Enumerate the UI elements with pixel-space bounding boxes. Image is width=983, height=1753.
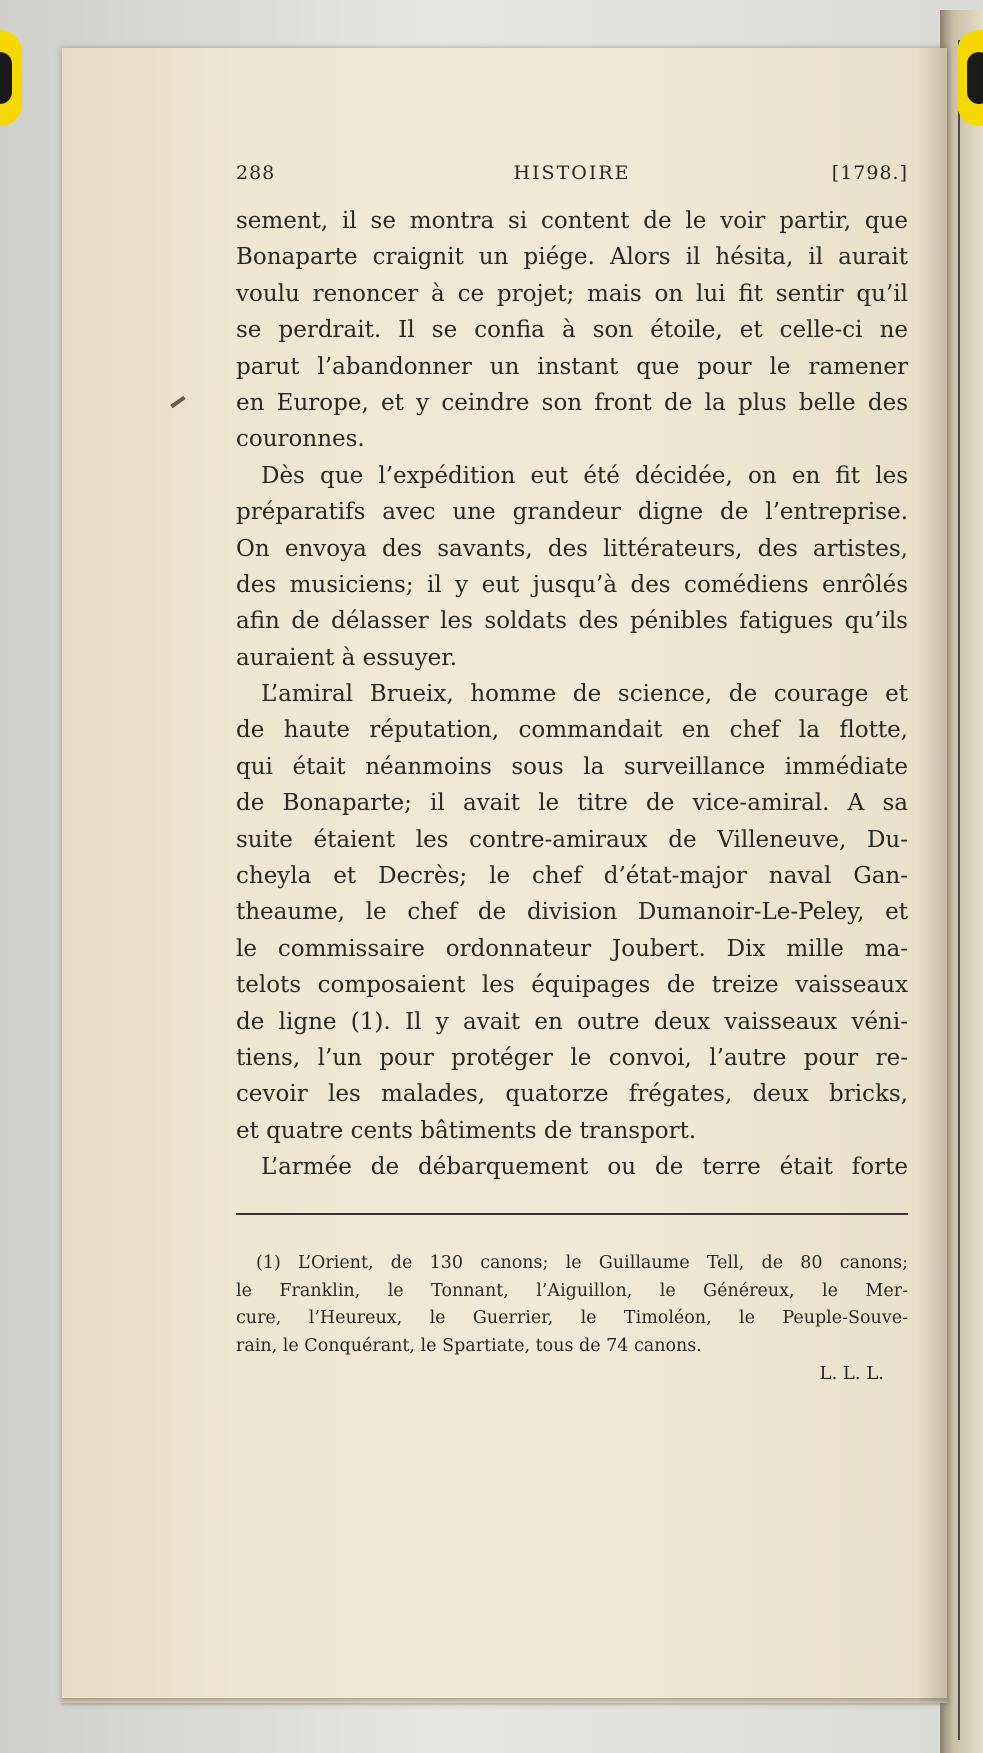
text-line: de haute réputation, commandait en chef la flotte, <box>236 717 908 744</box>
text-line: et quatre cents bâtiments de transport. <box>236 1117 697 1144</box>
text-line: telots composaient les équipages de treize vaisseaux <box>236 972 908 999</box>
text-line: couronnes. <box>236 426 365 453</box>
running-header <box>236 162 908 188</box>
text-line: voulu renoncer à ce projet; mais on lui fit sentir qu’il <box>236 280 908 307</box>
page-number: 288 <box>236 162 276 184</box>
footnote-signature: L. L. L. <box>819 1363 884 1384</box>
text-line: L’armée de débarquement ou de terre était forte <box>261 1154 908 1181</box>
text-line: préparatifs avec une grandeur digne de l’entreprise. <box>236 499 908 526</box>
footnote-line: cure, l’Heureux, le Guerrier, le Timoléon, le Peuple-Souve- <box>236 1308 908 1328</box>
left-binder-clip-icon <box>0 30 22 126</box>
text-line: L’amiral Brueix, homme de science, de courage et <box>261 681 908 708</box>
footnote <box>236 1250 908 1388</box>
footnote-rule <box>236 1213 908 1215</box>
text-line: Dès que l’expédition eut été décidée, on en fit les <box>261 462 908 489</box>
text-line: cheyla et Decrès; le chef d’état-major naval Gan- <box>236 863 908 890</box>
text-line: qui était néanmoins sous la surveillance immédiate <box>236 753 908 780</box>
main-text <box>236 203 908 1186</box>
text-line: suite étaient les contre-amiraux de Villeneuve, Du- <box>236 826 908 853</box>
text-line: de ligne (1). Il y avait en outre deux vaisseaux véni- <box>236 1008 908 1035</box>
text-line: de Bonaparte; il avait le titre de vice-amiral. A sa <box>236 790 908 817</box>
text-line: le commissaire ordonnateur Joubert. Dix mille ma- <box>236 935 908 962</box>
header-year: [1798.] <box>831 162 908 184</box>
text-line: Bonaparte craignit un piége. Alors il hésita, il aurait <box>236 244 908 271</box>
text-line: cevoir les malades, quatorze frégates, deux bricks, <box>236 1081 908 1108</box>
page-bottom-shadow <box>62 1698 947 1706</box>
running-title: HISTOIRE <box>513 162 631 184</box>
page-gutter-line <box>958 40 960 1740</box>
text-line: se perdrait. Il se confia à son étoile, et celle-ci ne <box>236 317 908 344</box>
text-line: auraient à essuyer. <box>236 644 458 671</box>
text-line: On envoya des savants, des littérateurs, des artistes, <box>236 535 908 562</box>
text-line: des musiciens; il y eut jusqu’à des comédiens enrôlés <box>236 571 908 598</box>
text-line: parut l’abandonner un instant que pour le ramener <box>236 353 908 380</box>
footnote-line: le Franklin, le Tonnant, l’Aiguillon, le Généreux, le Mer- <box>236 1280 908 1301</box>
text-line: en Europe, et y ceindre son front de la plus belle des <box>236 389 908 416</box>
text-line: sement, il se montra si content de le voir partir, que <box>236 208 908 234</box>
footnote-line: rain, le Conquérant, le Spartiate, tous de 74 canons. <box>236 1335 702 1356</box>
footnote-line: (1) L’Orient, de 130 canons; le Guillaume Tell, de 80 canons; <box>256 1253 908 1273</box>
right-binder-clip-icon <box>957 30 983 126</box>
text-line: afin de délasser les soldats des pénibles fatigues qu’ils <box>236 608 908 635</box>
text-line: theaume, le chef de division Dumanoir-Le-Peley, et <box>236 899 908 926</box>
text-line: tiens, l’un pour protéger le convoi, l’autre pour re- <box>236 1044 908 1071</box>
